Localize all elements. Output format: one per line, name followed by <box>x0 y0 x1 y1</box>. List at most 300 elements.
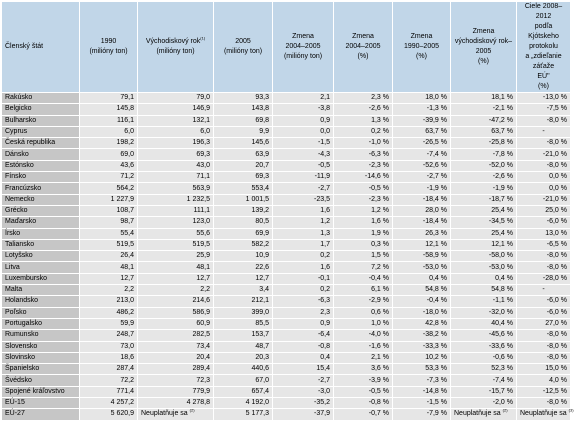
cell-change-base: -2,6 % <box>451 172 517 183</box>
cell-base-year: 132,1 <box>138 115 214 126</box>
cell-state: Belgicko <box>2 104 80 115</box>
cell-2005: 3,4 <box>214 285 273 296</box>
cell-1990: 98,7 <box>80 217 138 228</box>
cell-1990: 213,0 <box>80 296 138 307</box>
cell-change-1990: -33,3 % <box>393 341 451 352</box>
cell-change-abs: -6,4 <box>273 330 334 341</box>
cell-change-pct: 2,1 % <box>334 352 393 363</box>
cell-state: Cyprus <box>2 126 80 137</box>
cell-kyoto-target: -6,0 % <box>517 296 571 307</box>
cell-change-1990: -1,5 % <box>393 398 451 409</box>
cell-change-1990: 18,0 % <box>393 93 451 104</box>
cell-base-year: 2,2 <box>138 285 214 296</box>
cell-change-base: 40,4 % <box>451 318 517 329</box>
cell-kyoto-target: -28,0 % <box>517 273 571 284</box>
cell-2005: 582,2 <box>214 239 273 250</box>
cell-change-abs: -1,5 <box>273 138 334 149</box>
table-row <box>2 194 571 205</box>
cell-state: Česká republika <box>2 138 80 149</box>
table-row <box>2 296 571 307</box>
cell-kyoto-target: -6,0 % <box>517 307 571 318</box>
cell-2005: 657,4 <box>214 386 273 397</box>
cell-change-1990: -7,3 % <box>393 375 451 386</box>
cell-2005: 85,5 <box>214 318 273 329</box>
cell-change-abs: -0,5 <box>273 160 334 171</box>
cell-change-base: -2,1 % <box>451 104 517 115</box>
cell-kyoto-target: -8,0 % <box>517 341 571 352</box>
header-change-pct-l1: Zmena <box>352 33 374 40</box>
cell-state: Holandsko <box>2 296 80 307</box>
cell-1990: 519,5 <box>80 239 138 250</box>
cell-change-abs: 2,1 <box>273 93 334 104</box>
cell-change-abs: -37,9 <box>273 409 334 420</box>
table-row <box>2 239 571 250</box>
cell-change-1990: -18,0 % <box>393 307 451 318</box>
cell-base-year: 25,9 <box>138 251 214 262</box>
cell-change-1990: -18,4 % <box>393 194 451 205</box>
cell-change-abs: -3,8 <box>273 104 334 115</box>
header-kyoto-l5: EÚ" <box>537 73 550 80</box>
cell-change-abs: -4,3 <box>273 149 334 160</box>
cell-base-year: 72,3 <box>138 375 214 386</box>
cell-change-abs: -3,0 <box>273 386 334 397</box>
cell-change-abs: 1,3 <box>273 228 334 239</box>
header-change-1990 <box>393 2 451 93</box>
cell-change-pct: -0,5 % <box>334 386 393 397</box>
cell-1990: 12,7 <box>80 273 138 284</box>
header-change-abs-l3: (milióny ton) <box>283 53 323 60</box>
cell-change-abs: 2,3 <box>273 307 334 318</box>
cell-state: Írsko <box>2 228 80 239</box>
cell-change-abs: -23,5 <box>273 194 334 205</box>
cell-change-pct: -1,0 % <box>334 138 393 149</box>
header-kyoto-target <box>517 2 571 93</box>
cell-state: Maďarsko <box>2 217 80 228</box>
cell-change-abs: 1,7 <box>273 239 334 250</box>
cell-change-pct: -4,0 % <box>334 330 393 341</box>
cell-change-abs: 15,4 <box>273 364 334 375</box>
header-state: Členský štát <box>2 2 80 93</box>
table-row <box>2 149 571 160</box>
cell-kyoto-target: -8,0 % <box>517 330 571 341</box>
cell-base-year-text: Neuplatňuje sa <box>141 410 188 418</box>
header-change-base-l1: Zmena <box>472 28 495 35</box>
cell-change-base: 25,4 % <box>451 205 517 216</box>
cell-kyoto-target: 27,0 % <box>517 318 571 329</box>
cell-change-1990: -53,0 % <box>393 262 451 273</box>
cell-change-pct: -2,3 % <box>334 160 393 171</box>
cell-base-year: 196,3 <box>138 138 214 149</box>
header-change-abs-l1: Zmena <box>292 33 314 40</box>
header-1990 <box>80 2 138 93</box>
table-row <box>2 217 571 228</box>
cell-change-base: -25,8 % <box>451 138 517 149</box>
cell-change-pct: 0,6 % <box>334 307 393 318</box>
table-row <box>2 228 571 239</box>
cell-state: Rakúsko <box>2 93 80 104</box>
cell-kyoto-target: -8,0 % <box>517 398 571 409</box>
cell-kyoto-target: 15,0 % <box>517 364 571 375</box>
cell-base-year: 214,6 <box>138 296 214 307</box>
table-row <box>2 126 571 137</box>
table-row <box>2 172 571 183</box>
cell-change-pct: 0,3 % <box>334 239 393 250</box>
cell-change-base: -33,6 % <box>451 341 517 352</box>
cell-kyoto-target: 13,0 % <box>517 228 571 239</box>
table-row <box>2 375 571 386</box>
cell-base-year: 60,9 <box>138 318 214 329</box>
cell-change-abs: 1,6 <box>273 205 334 216</box>
header-row <box>2 2 571 93</box>
cell-change-abs: 0,9 <box>273 115 334 126</box>
cell-change-1990: 53,3 % <box>393 364 451 375</box>
header-change-pct <box>334 2 393 93</box>
table-row <box>2 386 571 397</box>
cell-base-year: 586,9 <box>138 307 214 318</box>
cell-change-1990: 0,4 % <box>393 273 451 284</box>
cell-kyoto-target: -6,5 % <box>517 239 571 250</box>
table-row <box>2 160 571 171</box>
cell-state: Portugalsko <box>2 318 80 329</box>
cell-state: Rumunsko <box>2 330 80 341</box>
emissions-table <box>1 1 574 421</box>
cell-change-abs: 1,6 <box>273 262 334 273</box>
cell-state: Spojené kráľovstvo <box>2 386 80 397</box>
cell-change-pct: 1,2 % <box>334 205 393 216</box>
cell-change-1990: 10,2 % <box>393 352 451 363</box>
table-row <box>2 93 571 104</box>
cell-change-base: -7,4 % <box>451 375 517 386</box>
header-base-year-unit: (milióny ton) <box>156 48 195 55</box>
cell-change-base: 52,3 % <box>451 364 517 375</box>
table-row <box>2 285 571 296</box>
cell-change-base: -58,0 % <box>451 251 517 262</box>
cell-change-1990: 42,8 % <box>393 318 451 329</box>
table-row <box>2 352 571 363</box>
table-row <box>2 205 571 216</box>
cell-change-pct: -2,9 % <box>334 296 393 307</box>
cell-change-1990: -39,9 % <box>393 115 451 126</box>
cell-1990: 486,2 <box>80 307 138 318</box>
cell-1990: 71,2 <box>80 172 138 183</box>
table-row <box>2 409 571 420</box>
cell-base-year-footnote: (2) <box>189 408 195 414</box>
cell-change-base: -32,0 % <box>451 307 517 318</box>
cell-base-year: 12,7 <box>138 273 214 284</box>
cell-state: Španielsko <box>2 364 80 375</box>
header-change-abs <box>273 2 334 93</box>
cell-state: Bulharsko <box>2 115 80 126</box>
cell-base-year: 111,1 <box>138 205 214 216</box>
cell-change-1990: -18,4 % <box>393 217 451 228</box>
cell-change-base: -53,0 % <box>451 262 517 273</box>
cell-state: Grécko <box>2 205 80 216</box>
header-change-base <box>451 2 517 93</box>
cell-change-pct: 7,2 % <box>334 262 393 273</box>
cell-1990: 248,7 <box>80 330 138 341</box>
cell-change-base: -47,2 % <box>451 115 517 126</box>
cell-2005: 63,9 <box>214 149 273 160</box>
cell-2005: 12,7 <box>214 273 273 284</box>
cell-1990: 116,1 <box>80 115 138 126</box>
cell-kyoto-target <box>517 408 574 420</box>
cell-2005: 10,9 <box>214 251 273 262</box>
cell-2005: 553,4 <box>214 183 273 194</box>
cell-kyoto-target: -6,0 % <box>517 217 571 228</box>
cell-kyoto-target: -8,0 % <box>517 138 571 149</box>
cell-change-abs: 0,0 <box>273 126 334 137</box>
cell-change-base: -45,6 % <box>451 330 517 341</box>
cell-change-base: 63,7 % <box>451 126 517 137</box>
cell-2005: 145,6 <box>214 138 273 149</box>
cell-kyoto-target: -7,5 % <box>517 104 571 115</box>
cell-change-pct: 3,6 % <box>334 364 393 375</box>
cell-1990: 72,2 <box>80 375 138 386</box>
header-change-pct-l2: 2004–2005 <box>345 43 381 50</box>
cell-change-base: -15,7 % <box>451 386 517 397</box>
cell-change-base: -52,0 % <box>451 160 517 171</box>
cell-base-year: 519,5 <box>138 239 214 250</box>
header-kyoto-l3: protokolu <box>529 43 558 50</box>
cell-1990: 287,4 <box>80 364 138 375</box>
cell-state: Poľsko <box>2 307 80 318</box>
cell-change-abs: -11,9 <box>273 172 334 183</box>
cell-change-abs: -2,7 <box>273 183 334 194</box>
cell-change-pct: 2,3 % <box>334 93 393 104</box>
cell-state: Švédsko <box>2 375 80 386</box>
cell-change-1990: 12,1 % <box>393 239 451 250</box>
cell-2005: 440,6 <box>214 364 273 375</box>
cell-change-pct: -0,5 % <box>334 183 393 194</box>
table-row <box>2 262 571 273</box>
cell-kyoto-target: 0,0 % <box>517 183 571 194</box>
cell-2005: 139,2 <box>214 205 273 216</box>
table-row <box>2 341 571 352</box>
cell-kyoto-target: 4,0 % <box>517 375 571 386</box>
cell-change-pct: 6,1 % <box>334 285 393 296</box>
cell-kyoto-target: -8,0 % <box>517 160 571 171</box>
cell-1990: 26,4 <box>80 251 138 262</box>
header-change-base-l2: východiskový rok– <box>454 38 513 45</box>
cell-1990: 108,7 <box>80 205 138 216</box>
cell-base-year <box>138 409 214 420</box>
cell-1990: 55,4 <box>80 228 138 239</box>
cell-base-year: 1 232,5 <box>138 194 214 205</box>
header-change-base-l4: (%) <box>478 58 489 65</box>
cell-state: Luxembursko <box>2 273 80 284</box>
cell-change-abs: 1,2 <box>273 217 334 228</box>
cell-kyoto-target-footnote: (3) <box>568 408 574 414</box>
table-row <box>2 138 571 149</box>
cell-state: Slovensko <box>2 341 80 352</box>
cell-change-1990: -1,9 % <box>393 183 451 194</box>
cell-change-base: 54,8 % <box>451 285 517 296</box>
cell-2005: 48,7 <box>214 341 273 352</box>
cell-1990: 79,1 <box>80 93 138 104</box>
table-row <box>2 251 571 262</box>
header-kyoto-l4: a „zdieľanie záťaže <box>525 53 562 70</box>
header-change-base-l3: 2005 <box>475 48 492 55</box>
header-2005 <box>214 2 273 93</box>
cell-change-abs: 0,4 <box>273 352 334 363</box>
cell-2005: 153,7 <box>214 330 273 341</box>
cell-change-base: 18,1 % <box>451 93 517 104</box>
header-1990-unit: (milióny ton) <box>89 48 128 55</box>
cell-change-pct: 1,9 % <box>334 228 393 239</box>
header-change-1990-l3: (%) <box>416 53 427 60</box>
cell-1990: 1 227,9 <box>80 194 138 205</box>
cell-2005: 80,5 <box>214 217 273 228</box>
cell-change-1990: 26,3 % <box>393 228 451 239</box>
table-row <box>2 318 571 329</box>
cell-state: Fínsko <box>2 172 80 183</box>
cell-change-base: -1,9 % <box>451 183 517 194</box>
cell-change-base: -18,7 % <box>451 194 517 205</box>
cell-base-year: 6,0 <box>138 126 214 137</box>
cell-state: Malta <box>2 285 80 296</box>
cell-change-pct: 1,3 % <box>334 115 393 126</box>
cell-change-1990: 28,0 % <box>393 205 451 216</box>
cell-kyoto-target: -8,0 % <box>517 115 571 126</box>
cell-kyoto-target: -13,0 % <box>517 93 571 104</box>
table-row <box>2 115 571 126</box>
header-change-pct-l3: (%) <box>357 53 369 60</box>
cell-change-base: -7,8 % <box>451 149 517 160</box>
header-base-year-footnote: (1) <box>200 35 206 41</box>
cell-2005: 22,6 <box>214 262 273 273</box>
cell-1990: 73,0 <box>80 341 138 352</box>
cell-change-pct: -1,6 % <box>334 341 393 352</box>
cell-2005: 143,8 <box>214 104 273 115</box>
cell-change-pct: -0,4 % <box>334 273 393 284</box>
cell-1990: 771,4 <box>80 386 138 397</box>
cell-change-base <box>451 409 517 420</box>
table-body <box>2 93 574 421</box>
cell-2005: 69,9 <box>214 228 273 239</box>
cell-kyoto-target: -8,0 % <box>517 352 571 363</box>
cell-base-year: 4 278,8 <box>138 398 214 409</box>
cell-state: EÚ-27 <box>2 409 80 420</box>
table-row <box>2 398 571 409</box>
cell-state: Slovinsko <box>2 352 80 363</box>
cell-change-abs: -35,2 <box>273 398 334 409</box>
cell-base-year: 55,6 <box>138 228 214 239</box>
cell-1990: 2,2 <box>80 285 138 296</box>
cell-change-1990: 54,8 % <box>393 285 451 296</box>
cell-change-1990: -2,7 % <box>393 172 451 183</box>
header-kyoto-l6: (%) <box>538 83 549 90</box>
cell-base-year: 48,1 <box>138 262 214 273</box>
cell-base-year: 146,9 <box>138 104 214 115</box>
cell-change-1990: -7,4 % <box>393 149 451 160</box>
cell-kyoto-target: 25,0 % <box>517 205 571 216</box>
cell-1990: 198,2 <box>80 138 138 149</box>
cell-kyoto-target-text: Neuplatňuje sa <box>520 410 567 418</box>
cell-base-year: 282,5 <box>138 330 214 341</box>
cell-state: EÚ-15 <box>2 398 80 409</box>
cell-change-abs: 0,2 <box>273 251 334 262</box>
cell-state: Lotyšsko <box>2 251 80 262</box>
cell-base-year: 79,0 <box>138 93 214 104</box>
cell-base-year: 563,9 <box>138 183 214 194</box>
header-1990-line: 1990 <box>100 38 117 45</box>
cell-base-year: 20,4 <box>138 352 214 363</box>
header-2005-line: 2005 <box>235 38 251 45</box>
cell-base-year: 69,3 <box>138 149 214 160</box>
header-base-year-line <box>141 37 210 47</box>
cell-state: Estónsko <box>2 160 80 171</box>
cell-change-1990: -52,6 % <box>393 160 451 171</box>
cell-change-1990: -26,5 % <box>393 138 451 149</box>
header-change-1990-l1: Zmena <box>410 33 433 40</box>
cell-2005: 20,7 <box>214 160 273 171</box>
cell-change-pct: -3,9 % <box>334 375 393 386</box>
cell-1990: 4 257,2 <box>80 398 138 409</box>
table-row <box>2 330 571 341</box>
cell-2005: 69,3 <box>214 172 273 183</box>
table-row <box>2 364 571 375</box>
cell-change-1990: -0,4 % <box>393 296 451 307</box>
cell-change-pct: -6,3 % <box>334 149 393 160</box>
cell-2005: 4 192,0 <box>214 398 273 409</box>
cell-base-year: 289,4 <box>138 364 214 375</box>
cell-1990: 69,0 <box>80 149 138 160</box>
cell-change-pct: 1,0 % <box>334 318 393 329</box>
cell-change-base-footnote: (2) <box>502 408 508 414</box>
table-row <box>2 104 571 115</box>
cell-change-abs: -2,7 <box>273 375 334 386</box>
cell-1990: 145,8 <box>80 104 138 115</box>
cell-change-pct: -2,3 % <box>334 194 393 205</box>
table-row <box>2 273 571 284</box>
cell-2005: 212,1 <box>214 296 273 307</box>
cell-kyoto-target: - <box>517 126 571 137</box>
cell-2005: 67,0 <box>214 375 273 386</box>
cell-2005: 93,3 <box>214 93 273 104</box>
cell-change-pct: 0,2 % <box>334 126 393 137</box>
cell-change-base: -34,5 % <box>451 217 517 228</box>
cell-1990: 43,6 <box>80 160 138 171</box>
cell-1990: 5 620,9 <box>80 409 138 420</box>
cell-kyoto-target: -8,0 % <box>517 251 571 262</box>
cell-2005: 399,0 <box>214 307 273 318</box>
cell-base-year: 43,0 <box>138 160 214 171</box>
cell-change-1990: -58,9 % <box>393 251 451 262</box>
cell-state: Taliansko <box>2 239 80 250</box>
cell-1990: 48,1 <box>80 262 138 273</box>
cell-2005: 9,9 <box>214 126 273 137</box>
cell-state: Dánsko <box>2 149 80 160</box>
cell-kyoto-target: -21,0 % <box>517 194 571 205</box>
cell-change-base: 25,4 % <box>451 228 517 239</box>
cell-kyoto-target: 0,0 % <box>517 172 571 183</box>
cell-change-1990: -14,8 % <box>393 386 451 397</box>
table-header <box>2 2 571 93</box>
header-change-abs-l2: 2004–2005 <box>285 43 321 50</box>
cell-change-abs: -6,3 <box>273 296 334 307</box>
cell-base-year: 123,0 <box>138 217 214 228</box>
cell-2005: 20,3 <box>214 352 273 363</box>
cell-1990: 59,9 <box>80 318 138 329</box>
cell-change-pct: 1,5 % <box>334 251 393 262</box>
cell-change-base: -1,1 % <box>451 296 517 307</box>
cell-kyoto-target: -21,0 % <box>517 149 571 160</box>
cell-change-base: -0,6 % <box>451 352 517 363</box>
cell-change-abs: -0,8 <box>273 341 334 352</box>
cell-2005: 1 001,5 <box>214 194 273 205</box>
cell-change-pct: 1,6 % <box>334 217 393 228</box>
cell-change-abs: -0,1 <box>273 273 334 284</box>
